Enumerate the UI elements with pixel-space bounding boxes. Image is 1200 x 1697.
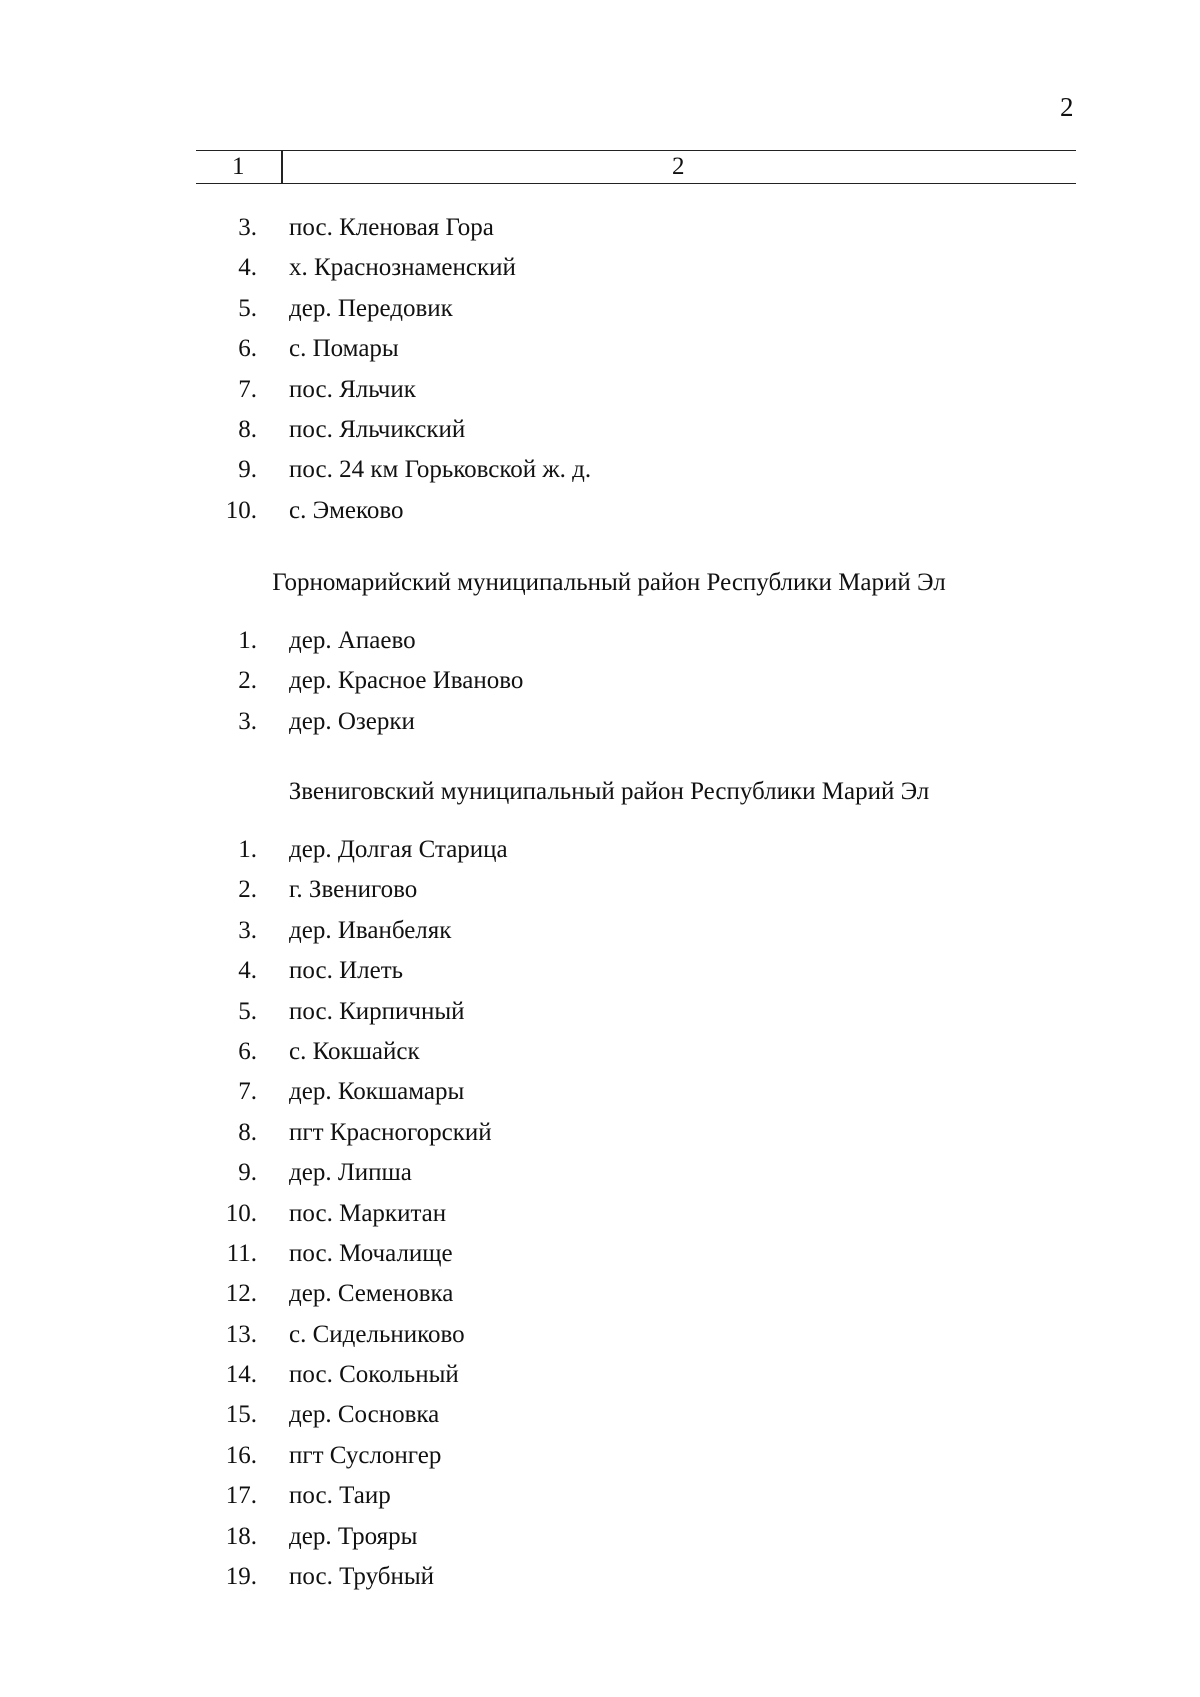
item-name: пгт Красногорский [289, 1118, 492, 1146]
item-name: пос. Сокольный [289, 1361, 459, 1389]
item-name: дер. Долгая Старица [289, 836, 508, 863]
item-number: 4. [238, 254, 257, 282]
item-number: 3. [238, 707, 257, 735]
item-number: 3. [238, 916, 257, 944]
item-number: 19. [225, 1563, 257, 1591]
list-item [0, 1476, 1200, 1516]
item-number: 7. [238, 375, 257, 403]
list-item [0, 1274, 1200, 1314]
item-name: дер. Красное Иваново [289, 667, 524, 695]
table-header-top-rule [196, 150, 1076, 151]
item-number: 2. [238, 876, 257, 904]
item-name: дер. Апаево [289, 627, 416, 654]
table-header-column-separator [281, 150, 283, 184]
item-number: 14. [225, 1361, 257, 1389]
list-item [0, 911, 1200, 951]
section-title-zvenigovo: Звениговский муниципальный район Республики Марий Эл [288, 778, 930, 805]
item-name: пос. Мочалище [289, 1239, 453, 1267]
item-number: 3. [238, 214, 257, 241]
item-number: 7. [238, 1078, 257, 1106]
item-number: 4. [238, 957, 257, 985]
list-item [0, 1072, 1200, 1112]
item-name: х. Краснознаменский [289, 254, 516, 282]
item-number: 13. [225, 1320, 257, 1348]
item-name: пос. Маркитан [289, 1199, 447, 1227]
item-name: с. Сидельниково [289, 1320, 465, 1348]
item-number: 10. [225, 1199, 257, 1227]
list-item [0, 1032, 1200, 1072]
item-name: пос. Таир [289, 1482, 391, 1510]
item-number: 12. [225, 1280, 257, 1308]
item-number: 10. [225, 496, 257, 524]
item-number: 8. [238, 1118, 257, 1146]
item-name: пос. Трубный [289, 1563, 435, 1591]
page-number: 2 [1060, 92, 1074, 122]
item-number: 1. [238, 836, 257, 863]
item-number: 9. [238, 1159, 257, 1187]
table-header-bottom-rule [196, 183, 1076, 184]
list-item [0, 1395, 1200, 1435]
gornomari-settlement-list [0, 621, 1200, 742]
item-number: 6. [238, 1037, 257, 1065]
list-item [0, 1355, 1200, 1395]
list-item [0, 450, 1200, 490]
table-header [196, 150, 1076, 184]
item-number: 8. [238, 415, 257, 443]
list-item [0, 289, 1200, 329]
item-number: 9. [238, 456, 257, 484]
list-item [0, 370, 1200, 410]
item-name: дер. Трояры [289, 1522, 418, 1550]
list-item [0, 870, 1200, 910]
item-name: дер. Иванбеляк [289, 916, 452, 944]
item-name: дер. Липша [289, 1159, 412, 1187]
item-name: пгт Суслонгер [289, 1441, 442, 1469]
list-item [0, 1517, 1200, 1557]
list-item [0, 661, 1200, 701]
list-item [0, 208, 1200, 248]
item-number: 5. [238, 294, 257, 322]
section-title-gornomari: Горномарийский муниципальный район Республики Марий Эл [272, 569, 946, 596]
item-name: пос. Яльчикский [289, 415, 466, 443]
list-item [0, 1194, 1200, 1234]
item-name: с. Эмеково [289, 496, 404, 524]
item-name: дер. Семеновка [289, 1280, 454, 1308]
list-item [0, 329, 1200, 369]
list-item [0, 491, 1200, 531]
item-number: 5. [238, 997, 257, 1025]
item-name: с. Помары [289, 335, 399, 363]
item-number: 2. [238, 667, 257, 695]
item-name: пос. Кирпичный [289, 997, 465, 1025]
list-item [0, 248, 1200, 288]
item-number: 16. [225, 1441, 257, 1469]
item-name: дер. Кокшамары [289, 1078, 465, 1106]
list-item [0, 1315, 1200, 1355]
list-item [0, 1436, 1200, 1476]
item-number: 18. [225, 1522, 257, 1550]
item-name: г. Звенигово [289, 876, 418, 904]
list-item [0, 1557, 1200, 1597]
list-item [0, 830, 1200, 870]
list-item [0, 410, 1200, 450]
item-number: 1. [238, 627, 257, 654]
item-name: дер. Озерки [289, 707, 415, 735]
list-item [0, 951, 1200, 991]
table-header-col1: 1 [232, 153, 245, 180]
list-item [0, 1113, 1200, 1153]
item-number: 6. [238, 335, 257, 363]
item-name: дер. Сосновка [289, 1401, 440, 1429]
item-number: 17. [225, 1482, 257, 1510]
zvenigovo-settlement-list [0, 830, 1200, 1597]
continued-settlement-list [0, 208, 1200, 531]
list-item [0, 992, 1200, 1032]
item-name: пос. Кленовая Гора [289, 214, 494, 241]
item-name: дер. Передовик [289, 294, 453, 322]
item-name: пос. Илеть [289, 957, 404, 985]
list-item [0, 1234, 1200, 1274]
item-name: пос. 24 км Горьковской ж. д. [289, 456, 592, 484]
item-name: пос. Яльчик [289, 375, 416, 403]
item-name: с. Кокшайск [289, 1037, 420, 1065]
list-item [0, 1153, 1200, 1193]
list-item [0, 621, 1200, 661]
item-number: 11. [226, 1239, 257, 1267]
table-header-col2: 2 [672, 153, 685, 180]
list-item [0, 702, 1200, 742]
item-number: 15. [225, 1401, 257, 1429]
